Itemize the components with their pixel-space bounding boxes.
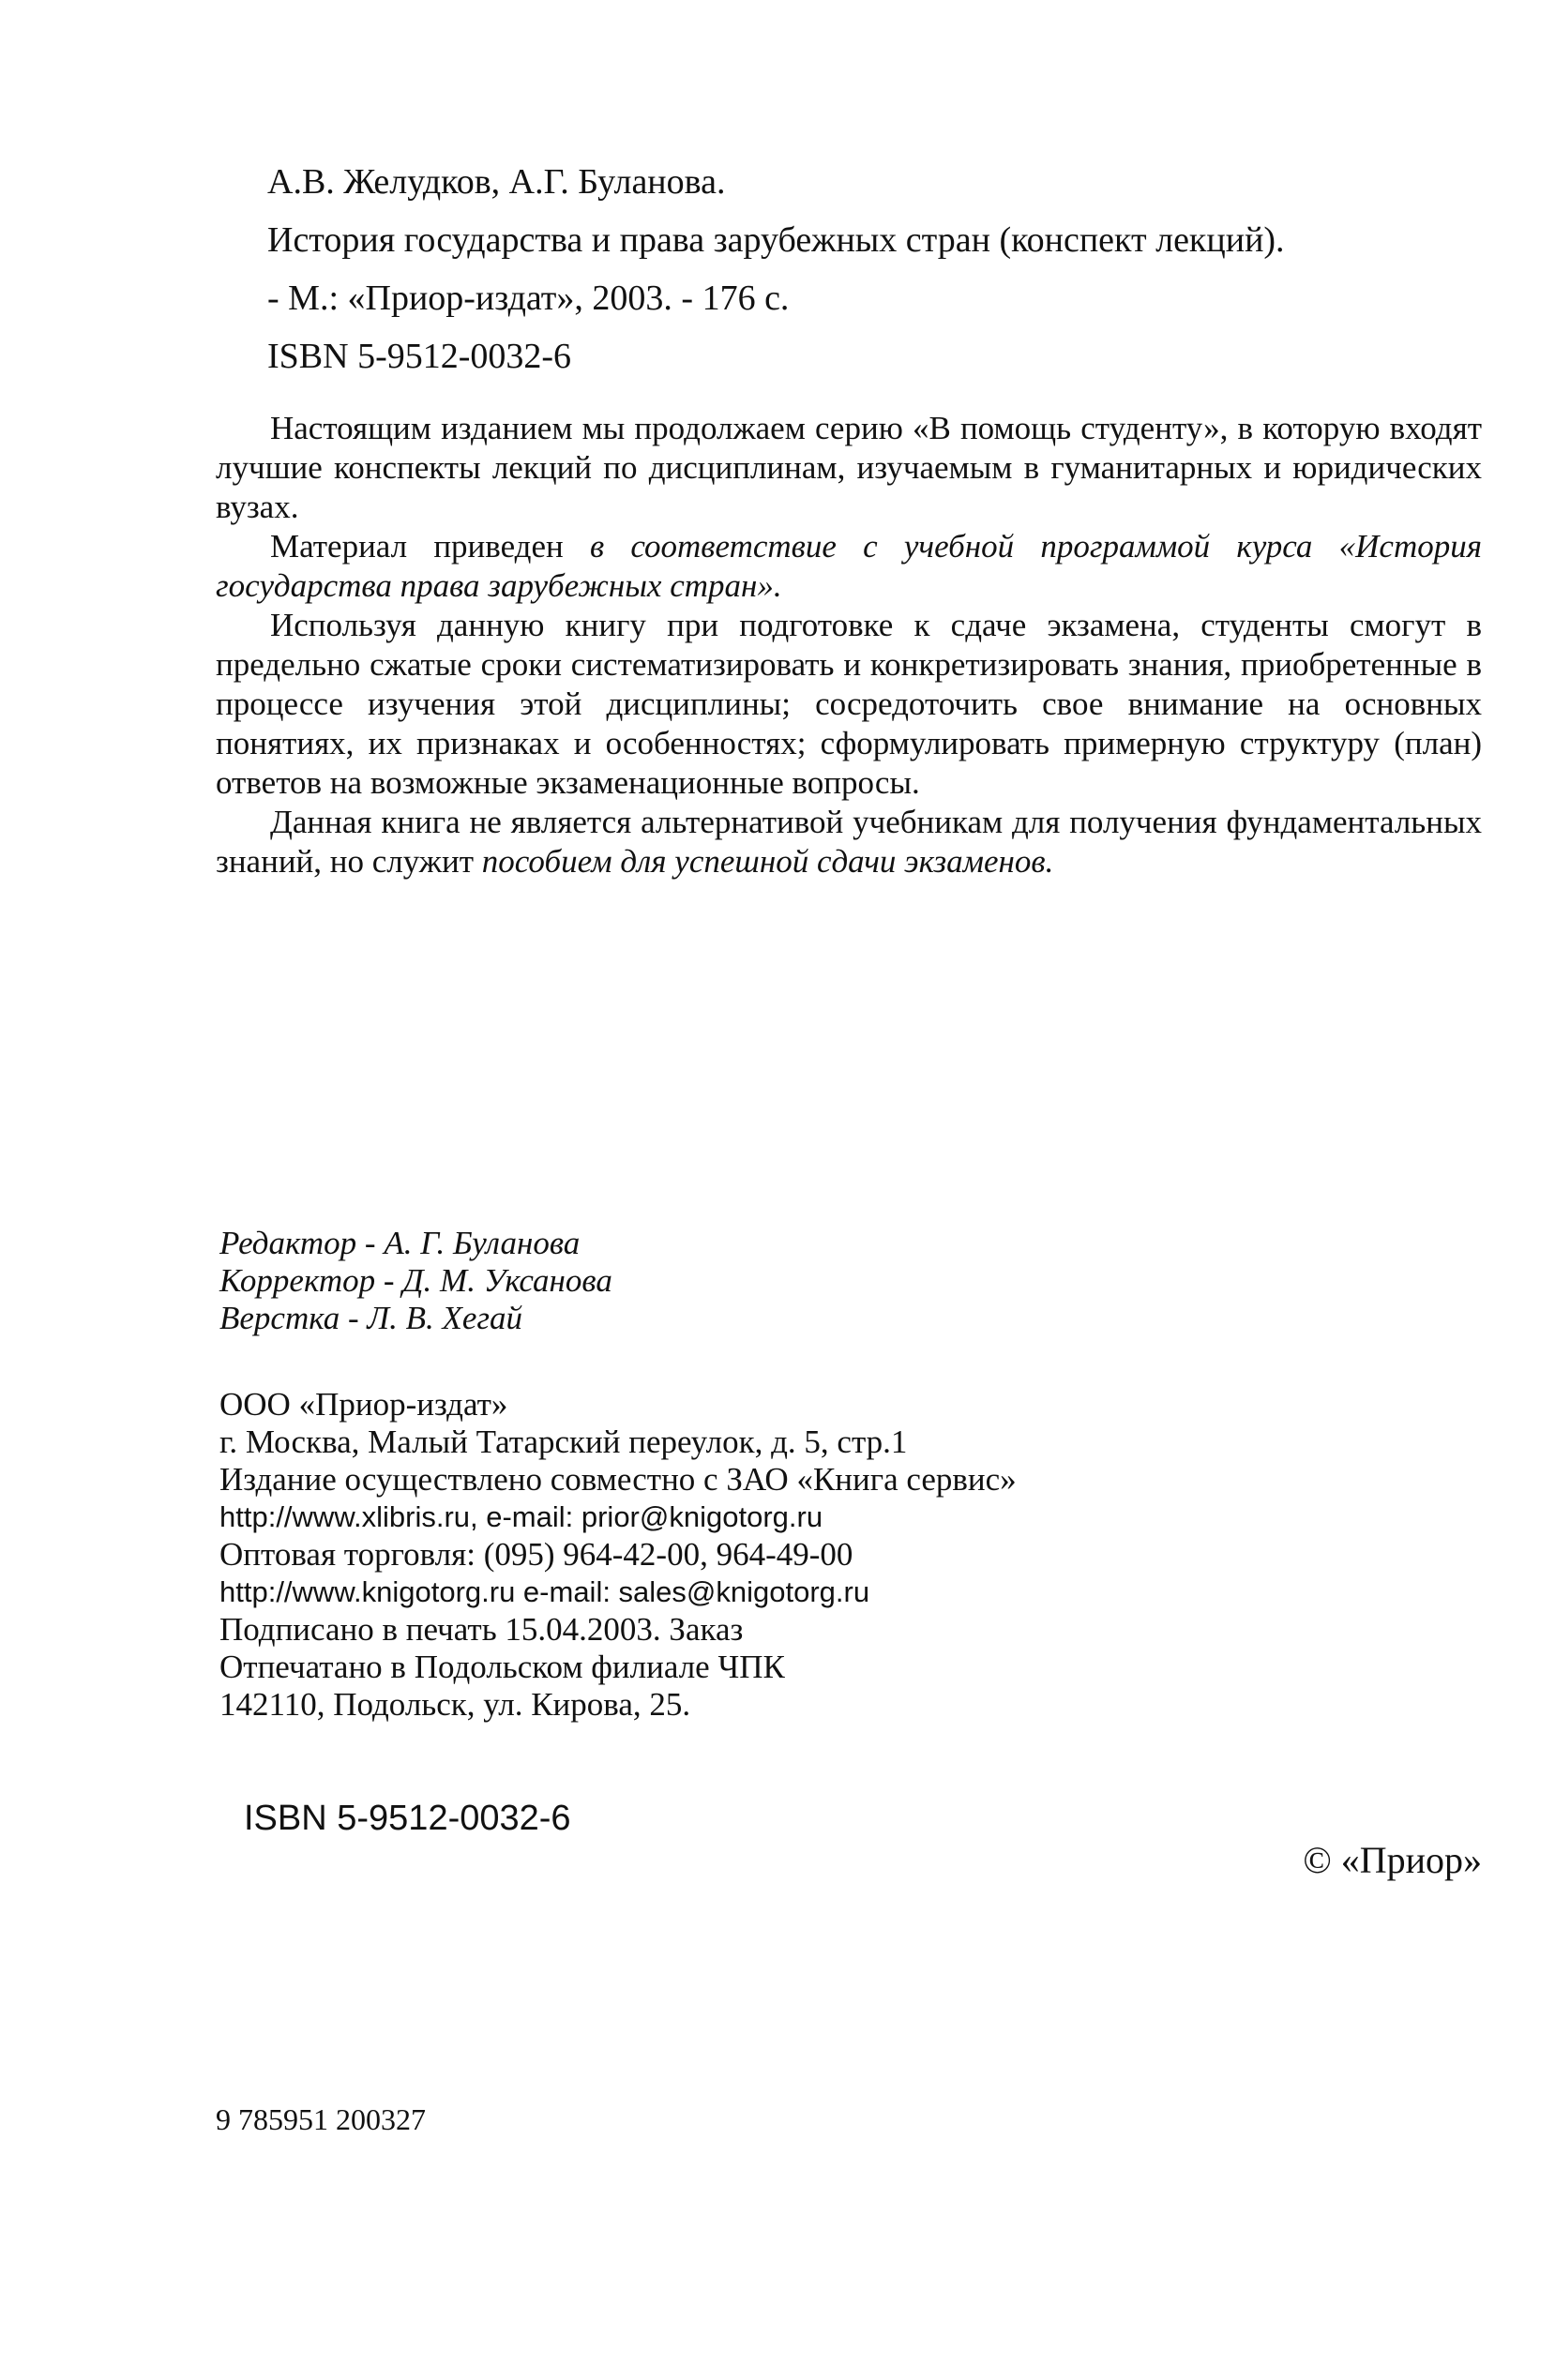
publisher-partner: Издание осуществлено совместно с ЗАО «Книга сервис» xyxy=(219,1461,1017,1498)
book-title: История государства и права зарубежных стран (конспект лекций). xyxy=(267,220,1285,260)
abstract-paragraph-3: Используя данную книгу при подготовке к сдаче экзамена, студенты смогут в предельно сжатые сроки систематизировать и конкретизировать знания, приобретенные в процессе изучения этой дисциплины; сосредоточить свое внимание на основных понятиях, их признаках и особенностях; сформулировать примерную структуру (план) ответов на возможные экзаменационные вопросы. xyxy=(216,607,1482,801)
isbn: ISBN 5-9512-0032-6 xyxy=(267,337,572,376)
publisher-address: г. Москва, Малый Татарский переулок, д. 5, стр.1 xyxy=(219,1423,908,1460)
bottom-isbn: ISBN 5-9512-0032-6 xyxy=(244,1799,571,1838)
corrector: Корректор - Д. М. Уксанова xyxy=(219,1262,612,1299)
copyright-notice: © «Приор» xyxy=(1303,1839,1482,1881)
editorial-staff xyxy=(219,1225,612,1337)
barcode-number: 9 785951 200327 xyxy=(216,2102,426,2136)
authors: А.В. Желудков, А.Г. Буланова. xyxy=(267,162,726,202)
signed-to-print: Подписано в печать 15.04.2003. Заказ xyxy=(219,1611,744,1648)
abstract-paragraph-2-lead: Материал приведен xyxy=(270,528,590,565)
layout-designer: Верстка - Л. В. Хегай xyxy=(219,1300,523,1336)
imprint: - М.: «Приор-издат», 2003. - 176 с. xyxy=(267,279,790,318)
wholesale-phones: Оптовая торговля: (095) 964-42-00, 964-49-00 xyxy=(219,1536,853,1573)
abstract xyxy=(216,409,1482,881)
publisher-web-2: http://www.knigotorg.ru e-mail: sales@knigotorg.ru xyxy=(219,1575,870,1608)
bibliographic-record xyxy=(267,158,1487,390)
publisher-name: ООО «Приор-издат» xyxy=(219,1386,508,1423)
abstract-paragraph-4 xyxy=(216,803,1482,881)
abstract-paragraph-2 xyxy=(216,527,1482,606)
editor: Редактор - А. Г. Буланова xyxy=(219,1225,581,1261)
abstract-paragraph-4-italic: пособием для успешной сдачи экзаменов. xyxy=(481,843,1054,880)
abstract-paragraph-2-italic: в соответствие с учебной программой курса «История государства права зарубежных стран». xyxy=(216,528,1482,604)
publisher-web: http://www.xlibris.ru, e-mail: prior@knigotorg.ru xyxy=(219,1500,823,1533)
printer-address: 142110, Подольск, ул. Кирова, 25. xyxy=(219,1686,691,1723)
abstract-paragraph-4-lead: Данная книга не является альтернативой учебникам для получения фундаментальных знаний, но служит xyxy=(216,804,1482,880)
publisher-info xyxy=(219,1386,1017,1724)
abstract-paragraph-1: Настоящим изданием мы продолжаем серию «В помощь студенту», в которую входят лучшие конспекты лекций по дисциплинам, изучаемым в гуманитарных и юридических вузах. xyxy=(216,410,1482,525)
printed-at: Отпечатано в Подольском филиале ЧПК xyxy=(219,1649,785,1685)
